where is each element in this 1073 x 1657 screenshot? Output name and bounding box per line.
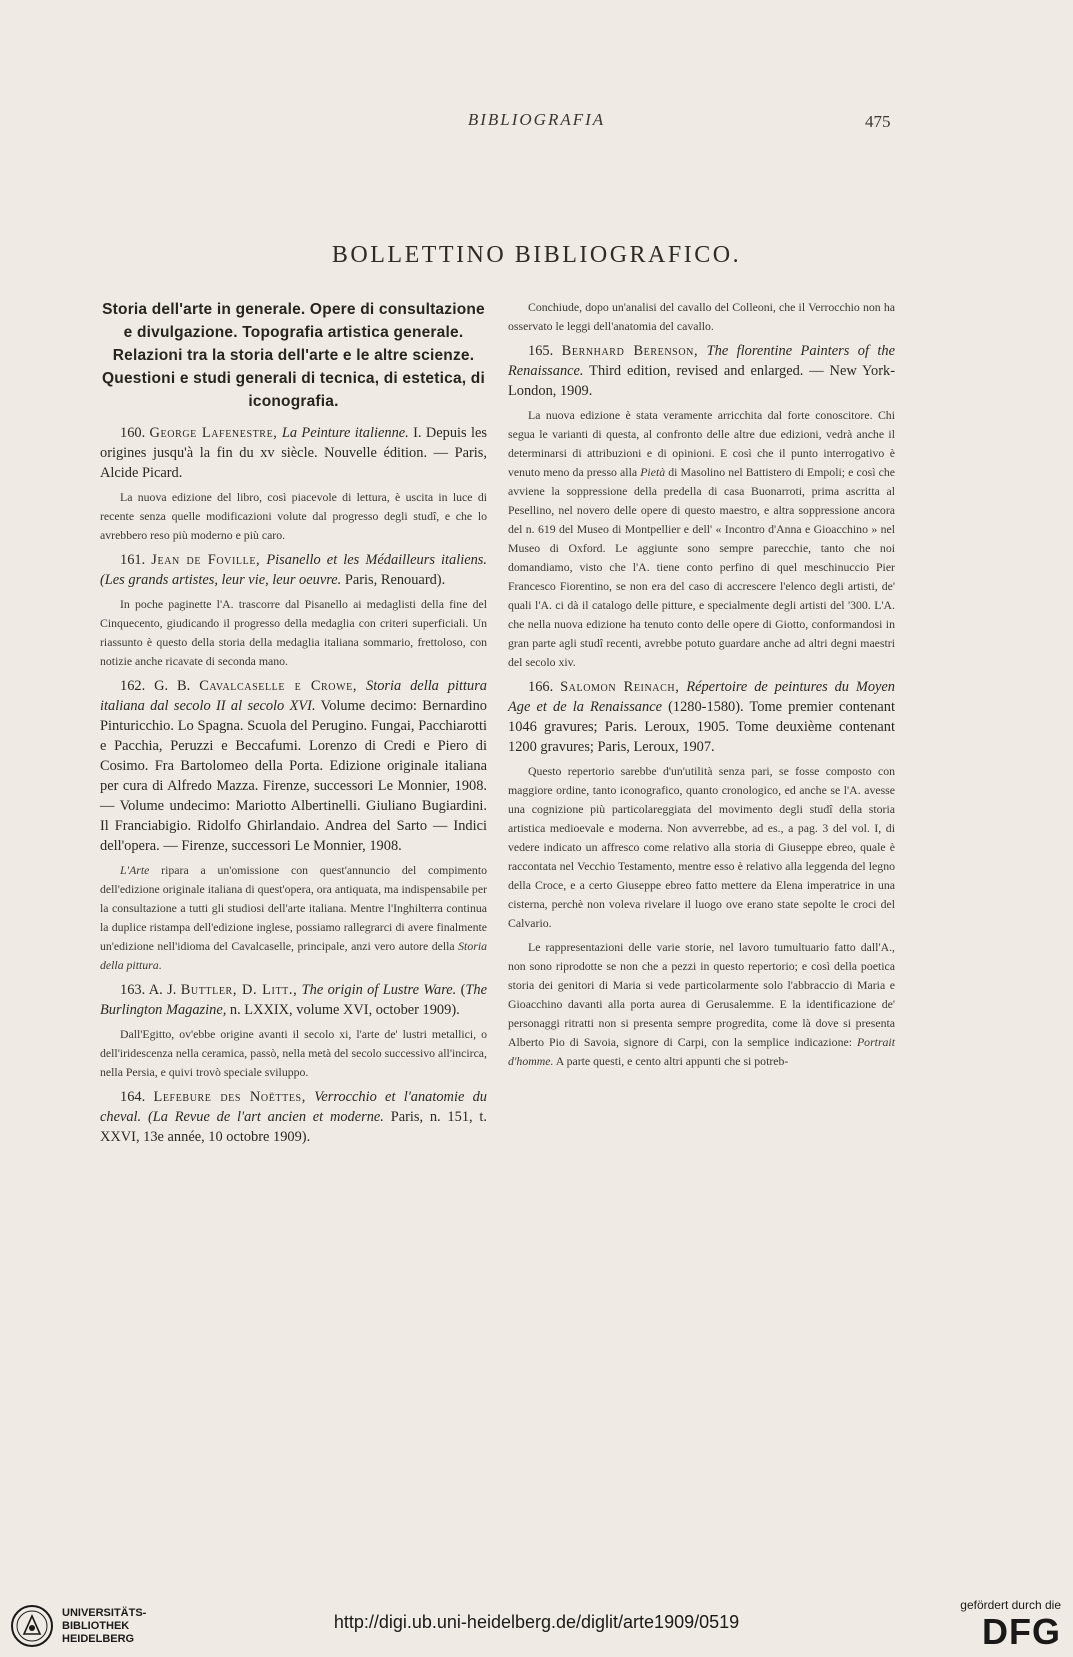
source-url-link[interactable]: http://digi.ub.uni-heidelberg.de/diglit/arte1909/0519 — [333, 1612, 740, 1632]
entry-title: Verrocchio et l'anatomie du cheval. — [100, 1089, 487, 1125]
page-number: 475 — [865, 112, 891, 131]
entry-author: George Lafenestre, — [149, 425, 278, 441]
entry-title: Pisanello et les Médailleurs italiens. — [266, 552, 487, 568]
work-title: Storia della pittura — [100, 939, 487, 972]
right-column — [508, 298, 895, 1076]
entry-title: Storia della pittura italiana dal secolo II al secolo XVI. — [100, 678, 487, 714]
entry-details: Paris, Renouard). — [341, 572, 446, 588]
entry-author-initials: A. J. — [148, 982, 177, 998]
entry-journal: (La Revue de l'art ancien et moderne. — [147, 1109, 384, 1125]
section-heading: Storia dell'arte in generale. Opere di consultazione e divulgazione. Topografia artistica generale. Relazioni tra la storia dell'arte e le altre scienze. Questioni e studi generali di tecnica, di estetica, di iconografia. — [102, 301, 485, 410]
entry-series: (Les grands artistes, leur vie, leur oeuvre. — [100, 572, 342, 588]
review-160: La nuova edizione del libro, così piacevole di lettura, è uscita in luce di recente senza quelle modificazioni volute dal progresso degli studî, e che lo avrebbero reso più moderno e più caro. — [100, 490, 487, 542]
entry-number: 164. — [120, 1089, 146, 1105]
entry-author: Buttler, D. Litt., — [180, 982, 298, 998]
entry-number: 162. — [120, 678, 146, 694]
entry-163: 163. A. J. Buttler, D. Litt., The origin of Lustre Ware. (The Burlington Magazine, n. LXXIX, volume XVI, october 1909). — [100, 982, 488, 1018]
running-head: BIBLIOGRAFIA — [467, 110, 606, 129]
entry-details: n. LXXIX, volume XVI, october 1909). — [226, 1002, 460, 1018]
entry-author: Cavalcaselle e Crowe, — [199, 678, 358, 694]
entry-160 — [100, 423, 487, 483]
entry-author: Salomon Reinach, — [560, 679, 680, 695]
entry-title: Répertoire de peintures du Moyen Age et de la Renaissance — [508, 679, 895, 715]
dfg-logo[interactable] — [951, 1598, 1061, 1656]
review-166-part-1: Questo repertorio sarebbe d'un'utilità senza pari, se fosse composto con maggiore ordine, tanto iconografico, quanto cronologico, ed anche se l'A. avesse una cognizione più particolareggiata del movimento degli studî della storia artistica medioevale e moderna. Non avverrebbe, ad es., a pag. 3 del vol. I, di vedere indicato un affresco come relativo alla storia di Giuseppe ebreo, quale è raccontata nel Vecchio Testamento, mentre esso è relativo alla leggenda del legno della Croce, e a certo Giuseppe ebreo fatto mettere da Elena imperatrice in una cisterna, perchè non voleva rivelare il luogo ove erano state sepolte le croci del Calvario. — [508, 764, 895, 930]
entry-161 — [100, 550, 487, 590]
review-166-part-2: Le rappresentazioni delle varie storie, nel lavoro tumultuario fatto dall'A., non sono riprodotte se non che a pezzi in questo repertorio; e così della poetica storia dei genitori di Maria si vede particolarmente solo l'abbraccio di Maria e Gioacchino davanti alla porta aurea di Gerusalemme. E la identificazione de' personaggi ritratti non si presenta sempre progredita, come là dove si presenta Alberto Pio di Savoia, signore di Carpi, con la semplice indicazione: Portrait d'homme. A parte questi, e cento altri appunti che si potreb- — [508, 940, 895, 1068]
funding-label: gefördert durch die — [960, 1598, 1061, 1612]
entry-165 — [508, 341, 895, 401]
review-164: Conchiude, dopo un'analisi del cavallo del Colleoni, che il Verrocchio non ha osservato le leggi dell'anatomia del cavallo. — [508, 300, 895, 333]
entry-details: Paris, n. 151, t. XXVI, 13e année, 10 octobre 1909). — [100, 1109, 487, 1145]
review-163: Dall'Egitto, ov'ebbe origine avanti il secolo xi, l'arte de' lustri metallici, o dell'iridescenza nella ceramica, passò, nella metà del secolo successivo all'incirca, nella Persia, e quivi trovò speciale sviluppo. — [100, 1027, 487, 1079]
library-name: UNIVERSITÄTS- BIBLIOTHEK HEIDELBERG — [62, 1607, 147, 1645]
dfg-wordmark: DFG — [982, 1611, 1061, 1652]
entry-author: Jean de Foville, — [151, 552, 261, 568]
entry-title: La Peinture italienne. — [281, 425, 409, 441]
entry-details: I. Depuis les origines jusqu'à la fin du xv siècle. Nouvelle édition. — Paris, Alcide Picard. — [100, 425, 487, 481]
entry-author: Lefebure des Noëttes, — [153, 1089, 306, 1105]
entry-number: 160. — [120, 425, 146, 441]
work-title: Portrait d'homme. — [508, 1035, 895, 1068]
entry-details: Third edition, revised and enlarged. — New York-London, 1909. — [508, 363, 895, 399]
entry-magazine: The Burlington Magazine, — [100, 982, 488, 1018]
entry-title: The origin of Lustre Ware. — [301, 982, 457, 998]
review-161: In poche paginette l'A. trascorre dal Pisanello ai medaglisti della fine del Cinquecento, giudicando il progresso della medaglia con criteri superficiali. Un riassunto è questo della storia della medaglia italiana sommario, frettoloso, con notizie anche ricavate di seconda mano. — [100, 597, 487, 668]
work-title: Pietà — [640, 465, 666, 479]
digitization-footer — [0, 1598, 1073, 1657]
review-162: L'Arte ripara a un'omissione con quest'annuncio del compimento dell'edizione originale italiana di quest'opera, ora antiquata, ma indispensabile per la consultazione a tutti gli studiosi dell'arte italiana. Mentre l'Inghilterra continua la duplice ristampa dell'edizione inglese, possiamo rallegrarci di avere finalmente un'edizione nell'idioma del Cavalcaselle, principale, anzi vero autore della Storia della pittura. — [100, 863, 487, 972]
entry-details: (1280-1580). Tome premier contenant 1046 gravures; Paris. Leroux, 1905. Tome deuxième contenant 1200 gravures; Paris, Leroux, 1907. — [508, 699, 895, 755]
review-165: La nuova edizione è stata veramente arricchita dal forte conoscitore. Chi segua le varianti di questa, al confronto delle altre due edizioni, vedrà anche il determinarsi di attribuzioni e di opinioni. E così che il punto interrogativo è venuto meno da presso alla Pietà di Masolino nel Battistero di Empoli; e così che avviene la soppressione della predella di casa Buonarroti, prima ascritta al Pesellino, nel novero delle opere di questo maestro, e altra soppressione ancora del n. 619 del Museo di Montpellier e dell' « Incontro d'Anna e Gioacchino » nel Museo di Oxford. Le aggiunte sono sempre parecchie, tanto che noi domandiamo, visto che l'A. tiene conto perfino di quel meschinuccio Pier Francesco Fiorentino, se non era del caso di accrescere l'elenco degli artisti, de' quali l'A. ci dà il catalogo delle pitture, e specialmente degli artisti del '300. L'A. che nella nuova edizione ha tenuto conto delle opere di Giotto, conformandosi in gran parte agli studî recenti, avrebbe potuto guardare anche ad altri degni maestri del secolo xiv. — [508, 408, 895, 669]
entry-number: 161. — [120, 552, 146, 568]
entry-number: 163. — [120, 982, 146, 998]
entry-162 — [100, 676, 487, 856]
entry-author-initials: G. B. — [154, 678, 191, 694]
entry-166 — [508, 677, 895, 757]
page-title: BOLLETTINO BIBLIOGRAFICO. — [331, 242, 742, 268]
left-column — [100, 298, 487, 1152]
entry-number: 166. — [528, 679, 554, 695]
review-text: ripara a un'omissione con quest'annuncio del compimento dell'edizione originale italiana di quest'opera, ora antiquata, ma indispensabile per la consultazione a tutti gli studiosi dell'arte italiana. Mentre l'Inghilterra continua la duplice ristampa dell'edizione inglese, possiamo rallegrarci di avere finalmente un'edizione nell'idioma del Cavalcaselle, principale, anzi vero autore della — [100, 863, 487, 953]
journal-name: L'Arte — [120, 863, 150, 877]
entry-title: The florentine Painters of the Renaissance. — [508, 343, 895, 379]
entry-author: Bernhard Berenson, — [561, 343, 699, 359]
entry-number: 165. — [528, 343, 554, 359]
entry-details: Volume decimo: Bernardino Pinturicchio. Lo Spagna. Scuola del Perugino. Fungai, Pacchiarotti e Pacchia, Peruzzi e Beccafumi. Lorenzo di Credi e Piero di Cosimo. Fra Bartolomeo della Porta. Edizione originale italiana per cura di Alfredo Mazza. Firenze, successori Le Monnier, 1908. — Volume undecimo: Mariotto Albertinelli. Giuliano Bugiardini. Il Franciabigio. Ridolfo Ghirlandaio. Andrea del Sarto — Indici dell'opera. — Firenze, successori Le Monnier, 1908. — [100, 698, 487, 854]
entry-164 — [100, 1087, 487, 1147]
